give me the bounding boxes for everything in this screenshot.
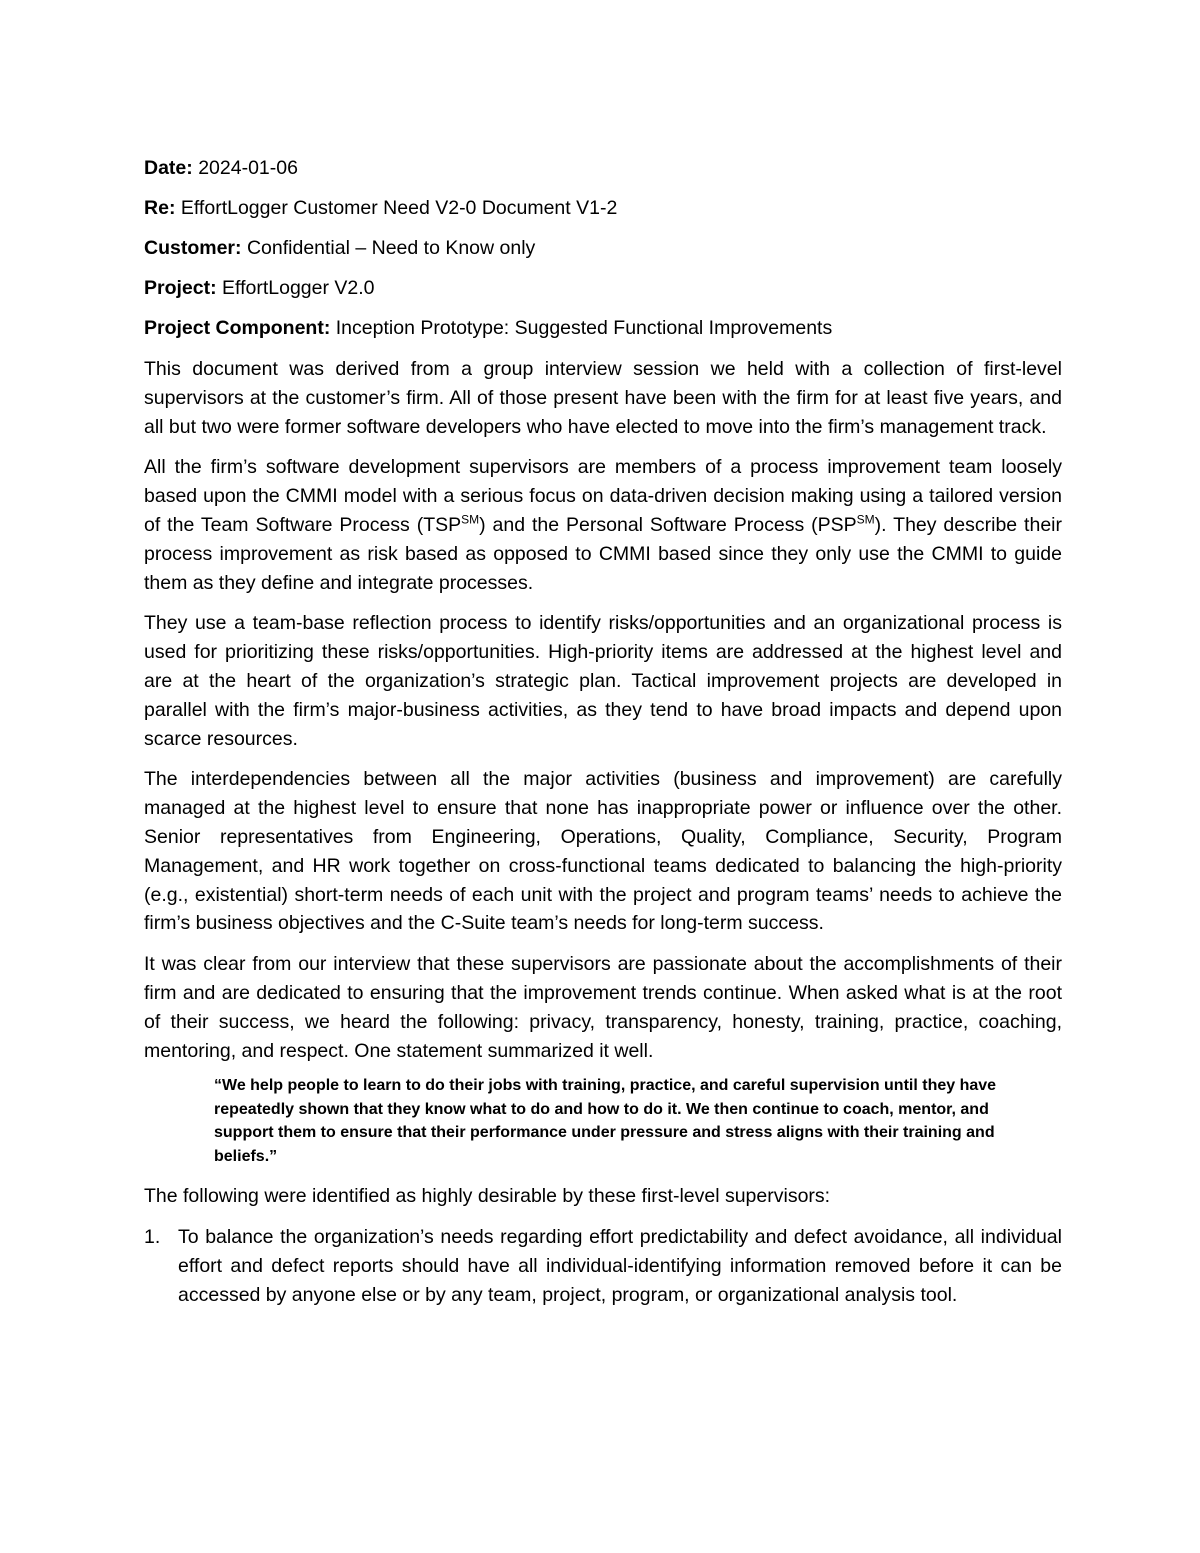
component-line: Project Component: Inception Prototype: Suggested Functional Improvements [144,317,833,339]
re-line: Re: EffortLogger Customer Need V2-0 Document V1-2 [144,197,618,219]
paragraph-intro: This document was derived from a group interview session we held with a collection of first-level supervisors at the customer’s firm. All of those present have been with the firm for at least five years, and all but two were former software developers who have elected to move into the firm’s management track. [144,358,1062,438]
customer-value: Confidential – Need to Know only [246,237,536,259]
sm-mark: SM [856,512,875,527]
re-label: Re [144,197,169,219]
customer-line: Customer: Confidential – Need to Know only [144,237,536,259]
paragraph-list-intro: The following were identified as highly desirable by these first-level supervisors: [144,1185,831,1208]
customer-label: Customer [144,237,236,259]
paragraph-reflection: They use a team-base reflection process to identify risks/opportunities and an organizational process is used for prioritizing these risks/opportunities. High-priority items are addressed at the highest level and are at the heart of the organization’s strategic plan. Tactical improvement projects are developed in parallel with the firm’s major-business activities, as they tend to have broad impacts and depend upon scarce resources. [144,612,1062,750]
sm-mark: SM [461,512,480,527]
date-value: 2024-01-06 [198,157,298,179]
project-label: Project [144,277,211,299]
document-page [144,155,1062,1310]
date-label: Date [144,157,187,179]
component-label: Project Component [144,317,324,339]
list-item-text: To balance the organization’s needs regarding effort predictability and defect avoidance, all individual effort and defect reports should have all individual-identifying information removed before it can be accessed by anyone else or by any team, project, program, or organizational analysis tool. [178,1226,1062,1306]
list-item [144,1223,1062,1309]
paragraph-interdependencies: The interdependencies between all the major activities (business and improvement) are carefully managed at the highest level to ensure that none has inappropriate power or influence over the other. Senior representatives from Engineering, Operations, Quality, Compliance, Security, Program Management, and HR work together on cross-functional teams dedicated to balancing the high-priority (e.g., existential) short-term needs of each unit with the project and program teams’ needs to achieve the firm’s business objectives and the C-Suite team’s needs for long-term success. [144,768,1062,935]
numbered-list [144,1223,1062,1309]
project-value: EffortLogger V2.0 [222,277,375,299]
paragraph-process-team: All the firm’s software development supervisors are members of a process improvement team loosely based upon the CMMI model with a serious focus on data-driven decision making using a tailored version of the Team Software Process (TSP℠) and the Personal Software Process (PSP℠). They describe their process improvement as risk based as opposed to CMMI based since they only use the CMMI to guide them as they define and integrate processes. [144,456,1062,594]
date-line: Date: 2024-01-06 [144,157,298,179]
component-value: Inception Prototype: Suggested Functional Improvements [335,317,833,339]
paragraph-interview: It was clear from our interview that these supervisors are passionate about the accomplishments of their firm and are dedicated to ensuring that the improvement trends continue. When asked what is at the root of their success, we heard the following: privacy, transparency, honesty, training, practice, coaching, mentoring, and respect. One statement summarized it well. [144,953,1062,1062]
list-item-number: 1. [144,1226,161,1249]
project-line: Project: EffortLogger V2.0 [144,277,375,299]
re-value: EffortLogger Customer Need V2-0 Document V1-2 [180,197,618,219]
block-quote: “We help people to learn to do their jobs with training, practice, and careful supervision until they have repeatedly shown that they know what to do and how to do it. We then continue to coach, mentor, and support them to ensure that their performance under pressure and stress aligns with their training and beliefs.” [214,1077,997,1165]
